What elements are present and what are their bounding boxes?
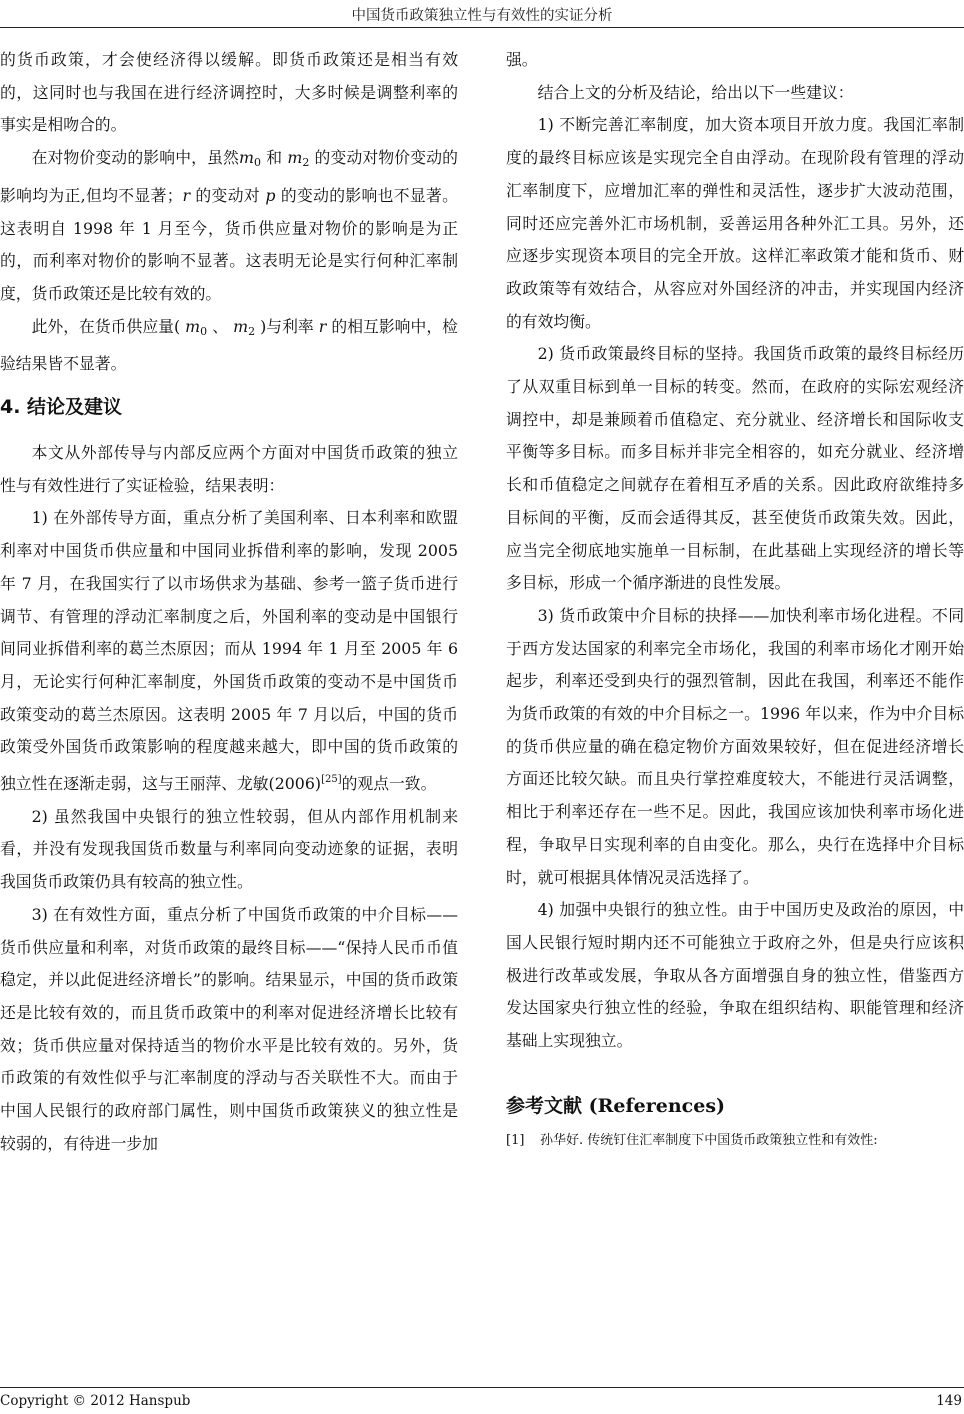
subscript-0: 0 (200, 324, 208, 338)
text-run: 的观点一致。 (341, 774, 437, 794)
subscript-2: 2 (302, 156, 310, 170)
reference-number: [1] (506, 1132, 525, 1148)
symbol-m2: m (233, 316, 249, 336)
symbol-m0: m (185, 316, 201, 336)
right-paragraph-6: 4) 加强中央银行的独立性。由于中国历史及政治的原因，中国人民银行短时期内还不可能独立于政府之外，但是央行应该积极进行改革或发展，争取从各方面增强自身的独立性，借鉴西方发达国家央行独立性的经验，争取在组织结构、职能管理和经济基础上实现独立。 (506, 900, 964, 1051)
text-run: 和 (266, 148, 283, 168)
reference-text: 孙华好. 传统钉住汇率制度下中国货币政策独立性和有效性: (540, 1132, 878, 1148)
right-paragraph-2: 结合上文的分析及结论，给出以下一些建议： (537, 82, 854, 102)
right-paragraph-3: 1) 不断完善汇率制度，加大资本项目开放力度。我国汇率制度的最终目标应该是实现完全自由浮动。在现阶段有管理的浮动汇率制度下，应增加汇率的弹性和灵活性，逐步扩大波动范围，同时还应完善外汇市场机制，妥善运用各种外汇工具。另外，还应逐步实现资本项目的完全开放。这样汇率政策才能和货币、财政政策等有效结合，从容应对外国经济的冲击，并实现国内经济的有效均衡。 (506, 115, 964, 331)
references-heading-en: (References) (588, 1094, 726, 1117)
footer-rule (0, 1387, 964, 1388)
right-paragraph-4: 2) 货币政策最终目标的坚持。我国货币政策的最终目标经历了从双重目标到单一目标的转变。然而，在政府的实际宏观经济调控中，却是兼顾着币值稳定、充分就业、经济增长和国际收支平衡等多目标。而多目标并非完全相容的，如充分就业、经济增长和币值稳定之间就存在着相互矛盾的关系。因此政府欲维持多目标间的平衡，反而会适得其反，甚至使货币政策失效。因此，应当完全彻底地实施单一目标制，在此基础上实现经济的增长等多目标，形成一个循序渐进的良性发展。 (506, 344, 964, 593)
subscript-2: 2 (248, 324, 256, 338)
right-column (506, 44, 964, 1152)
subscript-0: 0 (254, 156, 262, 170)
text-run: 的变动对 (195, 185, 260, 205)
left-paragraph-6: 2) 虽然我国中央银行的独立性较弱，但从内部作用机制来看，并没有发现我国货币数量与利率同向变动迹象的证据，表明我国货币政策仍具有较高的独立性。 (0, 806, 458, 892)
header-rule (0, 27, 964, 28)
text-run: 的变动对物价变动的影响均为正,但均不显著； (0, 148, 458, 205)
text-run: )与利率 (260, 316, 314, 336)
symbol-p: p (265, 185, 276, 205)
running-header: 中国货币政策独立性与有效性的实证分析 (351, 8, 613, 24)
left-paragraph-4: 本文从外部传导与内部反应两个方面对中国货币政策的独立性与有效性进行了实证检验，结果表明： (0, 443, 458, 495)
section-heading-conclusions: 4. 结论及建议 (0, 396, 123, 419)
citation-25: [25] (321, 774, 342, 786)
symbol-m2: m (287, 148, 303, 168)
left-paragraph-2 (0, 142, 458, 311)
references-heading-cn: 参考文献 (506, 1094, 583, 1117)
text-run: 的相互影响中，检验结果皆不显著。 (0, 316, 458, 374)
left-paragraph-7: 3) 在有效性方面，重点分析了中国货币政策的中介目标——货币供应量和利率，对货币政策的最终目标——“保持人民币币值稳定，并以此促进经济增长”的影响。结果显示，中国的货币政策还是比较有效的，而且货币政策中的利率对促进经济增长比较有效；货币供应量对保持适当的物价水平是比较有效的。另外，货币政策的有效性似乎与汇率制度的浮动与否关联性不大。而由于中国人民银行的政府部门属性，则中国货币政策狭义的独立性是较弱的，有待进一步加 (0, 904, 458, 1153)
page-number: 149 (936, 1393, 962, 1409)
left-paragraph-1: 的货币政策，才会使经济得以缓解。即货币政策还是相当有效的，这同时也与我国在进行经济调控时，大多时候是调整利率的事实是相吻合的。 (0, 50, 458, 135)
symbol-r: r (318, 316, 327, 336)
left-paragraph-3 (0, 311, 458, 381)
copyright-notice: Copyright © 2012 Hanspub (0, 1393, 191, 1409)
references-heading (506, 1092, 964, 1120)
symbol-r: r (182, 185, 191, 205)
left-paragraph-5 (0, 502, 458, 800)
text-run: 1) 在外部传导方面，重点分析了美国利率、日本利率和欧盟利率对中国货币供应量和中国同业拆借利率的影响，发现 2005 年 7 月，在我国实行了以市场供求为基础、参考一篮子货币进行调节、有管理的浮动汇率制度之后，外国利率的变动是中国银行间同业拆借利率的葛兰杰原因；而从 1994 年 1 月至 2005 年 6 月，无论实行何种汇率制度，外国货币政策的变动不是中国货币政策变动的葛兰杰原因。这表明 2005 年 7 月以后，中国的货币政策受外国货币政策影响的程度越来越大，即中国的货币政策的独立性在逐渐走弱，这与王丽萍、龙敏(2006) (0, 508, 458, 794)
text-run: 在对物价变动的影响中，虽然 (31, 148, 240, 168)
right-paragraph-1: 强。 (506, 50, 538, 69)
text-run: 的变动的影响也不显著。这表明自 1998 年 1 月至今，货币供应量对物价的影响是为正的，而利率对物价的影响不显著。这表明无论是实行何种汇率制度，货币政策还是比较有效的。 (0, 185, 458, 303)
text-run: 、 (212, 316, 229, 336)
text-run: 此外，在货币供应量( (31, 316, 181, 336)
reference-item-1 (506, 1130, 964, 1152)
right-paragraph-5: 3) 货币政策中介目标的抉择——加快利率市场化进程。不同于西方发达国家的利率完全市场化，我国的利率市场化才刚开始起步，利率还受到央行的强烈管制，因此在我国，利率还不能作为货币政策的有效的中介目标之一。1996 年以来，作为中介目标的货币供应量的确在稳定物价方面效果较好，但在促进经济增长方面还比较欠缺。而且央行掌控难度较大，不能进行灵活调整，相比于利率还存在一些不足。因此，我国应该加快利率市场化进程，争取早日实现利率的自由变化。那么，央行在选择中介目标时，就可根据具体情况灵活选择了。 (506, 605, 964, 887)
symbol-m0: m (239, 148, 255, 168)
left-column (0, 44, 458, 1161)
